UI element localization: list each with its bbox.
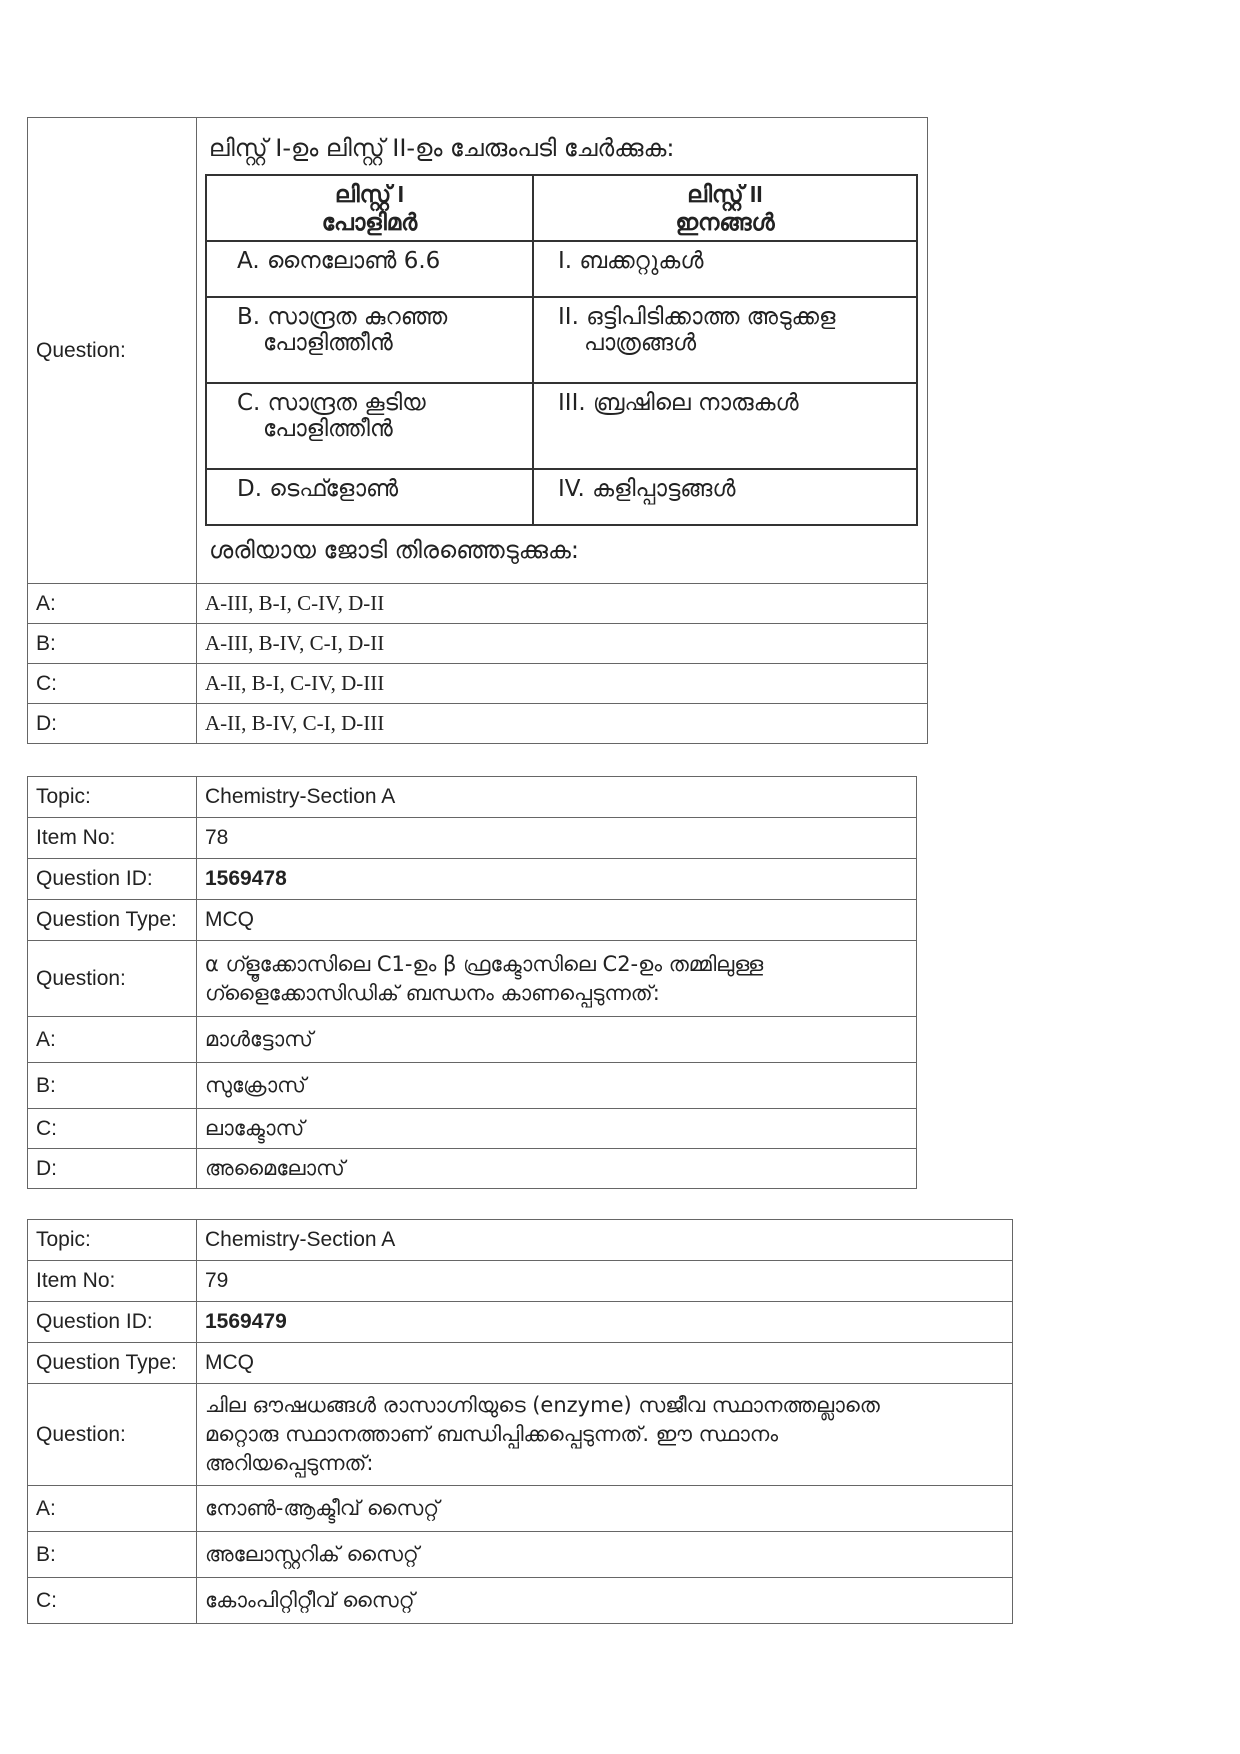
question-type-value: MCQ: [197, 900, 917, 941]
option-label: A:: [28, 584, 197, 624]
option-value: കോംപിറ്റിറ്റീവ് സൈറ്റ്: [197, 1578, 1013, 1624]
item-no-label: Item No:: [28, 818, 197, 859]
topic-value: Chemistry-Section A: [197, 1220, 1013, 1261]
question-type-label: Question Type:: [28, 1343, 197, 1384]
match-table: [205, 174, 918, 526]
option-value: ലാക്ടോസ്: [197, 1109, 917, 1149]
list1-item: D. ടെഫ്ളോൺ: [206, 469, 533, 525]
topic-label: Topic:: [28, 1220, 197, 1261]
option-label: D:: [28, 1149, 197, 1189]
option-label: C:: [28, 664, 197, 704]
list2-header: ലിസ്റ്റ് II ഇനങ്ങൾ: [533, 175, 917, 241]
question-type-value: MCQ: [197, 1343, 1013, 1384]
option-label: C:: [28, 1109, 197, 1149]
list2-item: I. ബക്കറ്റുകൾ: [533, 241, 917, 297]
option-value: സുക്രോസ്: [197, 1063, 917, 1109]
question-table-78: [27, 776, 917, 1189]
option-value: A-II, B-IV, C-I, D-III: [197, 704, 928, 744]
list1-item: C. സാന്ദ്രത കൂടിയ പോളിത്തീൻ: [206, 383, 533, 469]
option-label: B:: [28, 1532, 197, 1578]
question-intro: ലിസ്റ്റ് I-ഉം ലിസ്റ്റ് II-ഉം ചേരുംപടി ചേർക്കുക:: [209, 134, 675, 162]
option-value: അമൈലോസ്: [197, 1149, 917, 1189]
option-value: A-III, B-IV, C-I, D-II: [197, 624, 928, 664]
question-text: ചില ഔഷധങ്ങൾ രാസാഗ്നിയുടെ (enzyme) സജീവ സ്ഥാനത്തല്ലാതെ മറ്റൊരു സ്ഥാനത്താണ് ബന്ധിപ്പിക്കപ്പെടുന്നത്. ഈ സ്ഥാനം അറിയപ്പെടുന്നത്:: [197, 1384, 1013, 1486]
question-outro: ശരിയായ ജോടി തിരഞ്ഞെടുക്കുക:: [209, 536, 579, 564]
question-id-label: Question ID:: [28, 859, 197, 900]
question-id-label: Question ID:: [28, 1302, 197, 1343]
item-no-label: Item No:: [28, 1261, 197, 1302]
option-label: A:: [28, 1486, 197, 1532]
question-table-77: [27, 117, 928, 744]
item-no-value: 79: [197, 1261, 1013, 1302]
question-table-79: [27, 1219, 1013, 1624]
item-no-value: 78: [197, 818, 917, 859]
option-value: A-II, B-I, C-IV, D-III: [197, 664, 928, 704]
question-cell: [197, 118, 928, 584]
list2-item: IV. കളിപ്പാട്ടങ്ങൾ: [533, 469, 917, 525]
option-label: B:: [28, 624, 197, 664]
question-id-value: 1569478: [197, 859, 917, 900]
option-label: A:: [28, 1017, 197, 1063]
topic-label: Topic:: [28, 777, 197, 818]
option-value: A-III, B-I, C-IV, D-II: [197, 584, 928, 624]
list1-item: A. നൈലോൺ 6.6: [206, 241, 533, 297]
question-label: Question:: [28, 1384, 197, 1486]
question-text: α ഗ്ളൂക്കോസിലെ C1-ഉം β ഫ്രക്ടോസിലെ C2-ഉം തമ്മിലുള്ള ഗ്ളൈക്കോസിഡിക് ബന്ധനം കാണപ്പെടുന്നത്:: [197, 941, 917, 1017]
option-label: B:: [28, 1063, 197, 1109]
list1-item: B. സാന്ദ്രത കുറഞ്ഞ പോളിത്തീൻ: [206, 297, 533, 383]
list2-item: III. ബ്രഷിലെ നാരുകൾ: [533, 383, 917, 469]
topic-value: Chemistry-Section A: [197, 777, 917, 818]
option-value: നോൺ-ആക്ടീവ് സൈറ്റ്: [197, 1486, 1013, 1532]
question-type-label: Question Type:: [28, 900, 197, 941]
option-label: D:: [28, 704, 197, 744]
question-label: Question:: [28, 118, 197, 584]
option-value: അലോസ്റ്ററിക് സൈറ്റ്: [197, 1532, 1013, 1578]
list1-header: ലിസ്റ്റ് I പോളിമർ: [206, 175, 533, 241]
option-value: മാൾട്ടോസ്: [197, 1017, 917, 1063]
question-label: Question:: [28, 941, 197, 1017]
question-id-value: 1569479: [197, 1302, 1013, 1343]
list2-item: II. ഒട്ടിപിടിക്കാത്ത അടുക്കള പാത്രങ്ങൾ: [533, 297, 917, 383]
option-label: C:: [28, 1578, 197, 1624]
